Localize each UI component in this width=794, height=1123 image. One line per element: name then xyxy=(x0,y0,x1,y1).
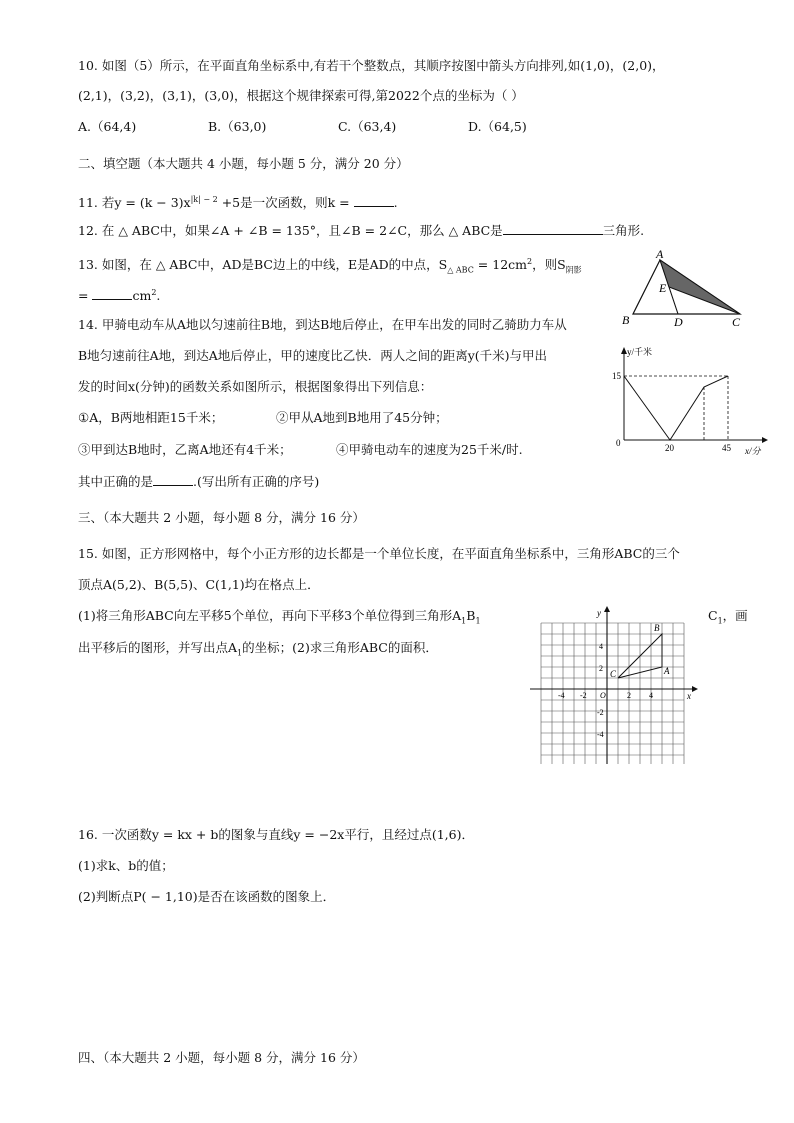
q10-option-a: A.（64,4) xyxy=(78,119,137,134)
grid-xtick-4: 4 xyxy=(649,691,653,700)
q15-line3-pre: (1)将三角形ABC向左平移5个单位，再向下平移3个单位得到三角形A xyxy=(78,608,462,623)
q12-post: 三角形. xyxy=(602,223,645,238)
label-e: E xyxy=(659,281,667,295)
graph-origin: 0 xyxy=(616,438,621,448)
q15-line3-end: ，画 xyxy=(722,608,748,623)
q12-pre: 12. 在 △ ABC中，如果∠A + ∠B = 135°，且∠B = 2∠C，那么 △ ABC是 xyxy=(78,223,503,238)
q13-sub-abc: △ ABC xyxy=(447,265,474,275)
q14-item1: ①A，B两地相距15千米； xyxy=(78,410,224,425)
q15-line3-right xyxy=(708,608,748,630)
q15-grid-figure xyxy=(530,604,700,764)
q13-sup: 2 xyxy=(527,257,533,266)
q15-line3-sub1: 1 xyxy=(461,616,467,626)
q15-line4-post: 的坐标；(2)求三角形ABC的面积． xyxy=(242,640,438,655)
grid-xtick-neg4: -4 xyxy=(558,691,565,700)
q13-line2-sup: 2 xyxy=(151,288,157,297)
q14-item2: ②甲从A地到B地用了45分钟； xyxy=(276,410,448,425)
grid-y-label: y xyxy=(597,608,601,618)
q14-answer-line xyxy=(78,473,319,490)
q14-answer-pre: 其中正确的是 xyxy=(78,474,154,489)
grid-point-a: A xyxy=(664,666,670,676)
q15-line4-sub: 1 xyxy=(237,648,243,658)
label-d: D xyxy=(674,315,683,329)
q10-option-d: D.（64,5) xyxy=(468,119,527,134)
grid-ytick-4: 4 xyxy=(599,642,603,651)
q13-line2 xyxy=(78,285,160,304)
section2-heading: 二、填空题（本大题共 4 小题，每小题 5 分，满分 20 分） xyxy=(78,156,409,171)
shaded-region xyxy=(660,260,740,314)
q15-line4-pre: 出平移后的图形，并写出点A xyxy=(78,640,238,655)
label-a: A xyxy=(656,248,664,261)
graph-xtick-20: 20 xyxy=(665,443,674,453)
q14-item4: ④甲骑电动车的速度为25千米/时. xyxy=(336,442,523,457)
q13-line2-unit: cm xyxy=(132,288,152,304)
q16-line1: 16. 一次函数y = kx + b的图象与直线y = −2x平行，且经过点(1,6)． xyxy=(78,827,474,842)
section3-heading: 三、（本大题共 2 小题，每小题 8 分，满分 16 分） xyxy=(78,510,365,525)
q14-item3: ③甲到达B地时，乙离A地还有4千米； xyxy=(78,442,292,457)
label-b: B xyxy=(622,313,630,327)
q10-line1: 10. 如图（5）所示，在平面直角坐标系中,有若干个整数点，其顺序按图中箭头方向排列,如(1,0)，(2,0)， xyxy=(78,58,665,73)
q13-line2-pre: = xyxy=(78,288,93,304)
q10-option-c: C.（63,4) xyxy=(338,119,397,134)
distance-line xyxy=(624,376,728,440)
grid-ytick-neg2: -2 xyxy=(597,708,604,717)
grid-x-label: x xyxy=(687,691,691,701)
q15-c1-sub: 1 xyxy=(717,616,723,626)
q14-distance-graph xyxy=(612,342,772,460)
q13-mid2: ，则S xyxy=(532,257,566,273)
q13-pre: 13. 如图，在 △ ABC中，AD是BC边上的中线，E是AD的中点，S xyxy=(78,257,448,273)
q15-line2: 顶点A(5,2)、B(5,5)、C(1,1)均在格点上． xyxy=(78,577,320,592)
q14-answer-blank[interactable] xyxy=(153,473,193,486)
grid-xtick-2: 2 xyxy=(627,691,631,700)
q16-line2: (1)求k、b的值； xyxy=(78,858,174,873)
grid-ytick-neg4: -4 xyxy=(597,730,604,739)
q14-line3: 发的时间x(分钟)的函数关系如图所示，根据图象得出下列信息： xyxy=(78,379,433,394)
q13-line2-end: . xyxy=(156,288,161,304)
q10-option-b: B.（63,0) xyxy=(208,119,267,134)
q15-line3-b: B xyxy=(466,608,476,623)
q15-c1: C xyxy=(708,608,718,623)
graph-ylabel: y/千米 xyxy=(627,347,653,357)
q16-line3: (2)判断点P( − 1,10)是否在该函数的图象上． xyxy=(78,889,336,904)
q14-answer-post: .(写出所有正确的序号) xyxy=(193,474,320,489)
graph-xtick-45: 45 xyxy=(722,443,731,453)
q13-triangle-figure xyxy=(615,248,755,330)
graph-ytick-15: 15 xyxy=(612,371,621,381)
grid-origin: O xyxy=(600,691,606,700)
q12-answer-blank[interactable] xyxy=(503,222,603,235)
q15-line3-sub2: 1 xyxy=(475,616,481,626)
q15-line3 xyxy=(78,608,481,630)
q15-line1: 15. 如图，正方形网格中，每个小正方形的边长都是一个单位长度，在平面直角坐标系中，三角形ABC的三个 xyxy=(78,546,680,561)
q14-line2: B地匀速前往A地，到达A地后停止，甲的速度比乙快．两人之间的距离y(千米)与甲出 xyxy=(78,348,548,363)
q10-line2: (2,1)，(3,2)，(3,1)，(3,0)，根据这个规律探索可得,第2022个点的坐标为（ ） xyxy=(78,88,524,103)
q11-mid: +5是一次函数，则k = xyxy=(217,195,354,211)
grid-point-b: B xyxy=(654,623,660,633)
q11 xyxy=(78,192,398,211)
grid-point-c: C xyxy=(610,669,617,679)
grid-ytick-2: 2 xyxy=(599,664,603,673)
q14-line1: 14. 甲骑电动车从A地以匀速前往B地，到达B地后停止，在甲车出发的同时乙骑助力车从 xyxy=(78,317,567,332)
label-c: C xyxy=(732,315,741,329)
graph-xlabel: x/分 xyxy=(745,446,761,456)
q13-answer-blank[interactable] xyxy=(92,287,132,300)
q13-sub-shaded: 阴影 xyxy=(565,265,582,275)
q15-line4 xyxy=(78,640,438,662)
q12 xyxy=(78,222,644,239)
q13-mid: = 12cm xyxy=(473,257,528,273)
grid-xtick-neg2: -2 xyxy=(580,691,587,700)
q11-post: . xyxy=(393,195,398,211)
q11-answer-blank[interactable] xyxy=(354,194,394,207)
section4-heading: 四、（本大题共 2 小题，每小题 8 分，满分 16 分） xyxy=(78,1050,365,1065)
q13-line1 xyxy=(78,254,582,279)
q11-pre: 11. 若y = (k − 3)x xyxy=(78,195,191,211)
q11-exponent: |k| − 2 xyxy=(190,195,218,204)
